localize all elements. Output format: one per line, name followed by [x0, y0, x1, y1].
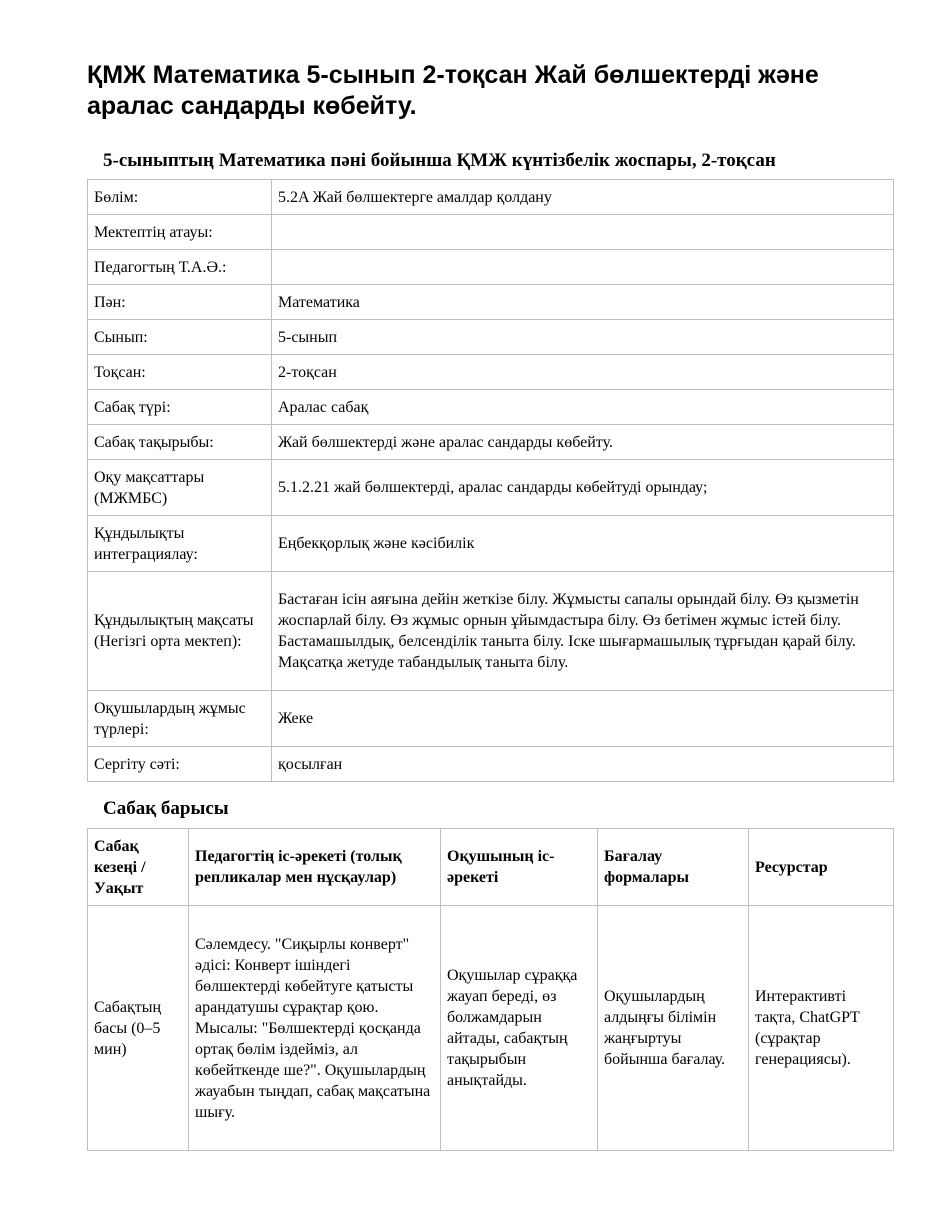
column-header-stage: Сабақ кезеңі / Уақыт: [88, 829, 189, 906]
cell-assessment: Оқушылардың алдыңғы білімін жаңғыртуы бойынша бағалау.: [598, 906, 749, 1151]
table-row: [88, 425, 894, 460]
table-row: [88, 516, 894, 572]
table-row: [88, 460, 894, 516]
table-row: [88, 215, 894, 250]
table-row: [88, 691, 894, 747]
cell-resources: Интерактивті тақта, ChatGPT (сұрақтар генерациясы).: [749, 906, 894, 1151]
table-row: [88, 747, 894, 782]
table-row: [88, 320, 894, 355]
row-value: [272, 215, 894, 250]
row-value: Математика: [272, 285, 894, 320]
column-header-teacher-activity: Педагогтің іс-әрекеті (толық репликалар мен нұсқаулар): [189, 829, 441, 906]
row-value: 5-сынып: [272, 320, 894, 355]
row-value: қосылған: [272, 747, 894, 782]
row-label: Сергіту сәті:: [88, 747, 272, 782]
row-value: [272, 250, 894, 285]
lesson-progress-table: [87, 828, 894, 1151]
row-label: Құндылықтың мақсаты (Негізгі орта мектеп):: [88, 572, 272, 691]
table-row: [88, 390, 894, 425]
table-row: [88, 285, 894, 320]
table-header-row: [88, 829, 894, 906]
row-label: Сабақ тақырыбы:: [88, 425, 272, 460]
cell-stage: Сабақтың басы (0–5 мин): [88, 906, 189, 1151]
table-row: [88, 906, 894, 1151]
table-row: [88, 180, 894, 215]
row-value: Еңбекқорлық және кәсібилік: [272, 516, 894, 572]
row-label: Сынып:: [88, 320, 272, 355]
column-header-student-activity: Оқушының іс-әрекеті: [441, 829, 598, 906]
table-row: [88, 355, 894, 390]
plan-heading: 5-сыныптың Математика пәні бойынша ҚМЖ күнтізбелік жоспары, 2-тоқсан: [103, 150, 776, 171]
row-label: Оқушылардың жұмыс түрлері:: [88, 691, 272, 747]
row-value: Аралас сабақ: [272, 390, 894, 425]
column-header-resources: Ресурстар: [749, 829, 894, 906]
row-value: 5.2A Жай бөлшектерге амалдар қолдану: [272, 180, 894, 215]
row-value: 5.1.2.21 жай бөлшектерді, аралас сандарды көбейтуді орындау;: [272, 460, 894, 516]
row-label: Сабақ түрі:: [88, 390, 272, 425]
row-label: Пән:: [88, 285, 272, 320]
row-label: Мектептің атауы:: [88, 215, 272, 250]
table-row: [88, 250, 894, 285]
row-label: Педагогтың Т.А.Ә.:: [88, 250, 272, 285]
row-label: Бөлім:: [88, 180, 272, 215]
lesson-progress-heading: Сабақ барысы: [103, 798, 229, 819]
column-header-assessment: Бағалау формалары: [598, 829, 749, 906]
row-label: Құндылықты интеграциялау:: [88, 516, 272, 572]
cell-teacher-activity: Сәлемдесу. "Сиқырлы конверт" әдісі: Конверт ішіндегі бөлшектерді көбейтуге қатысты арандатушы сұрақтар қою. Мысалы: "Бөлшектерді қосқанда ортақ бөлім іздейміз, ал көбейткенде ше?". Оқушылардың жауабын тыңдап, сабақ мақсатына шығу.: [189, 906, 441, 1151]
row-label: Тоқсан:: [88, 355, 272, 390]
lesson-info-table: [87, 179, 894, 782]
row-label: Оқу мақсаттары (МЖМБС): [88, 460, 272, 516]
row-value: Жай бөлшектерді және аралас сандарды көбейту.: [272, 425, 894, 460]
cell-student-activity: Оқушылар сұраққа жауап береді, өз болжамдарын айтады, сабақтың тақырыбын анықтайды.: [441, 906, 598, 1151]
row-value: Бастаған ісін аяғына дейін жеткізе білу. Жұмысты сапалы орындай білу. Өз қызметін жоспарлай білу. Өз жұмыс орнын ұйымдастыра білу. Өз бетімен жұмыс істей білу. Бастамашылдық, белсенділік таныта білу. Іске шығармашылық тұрғыдан қарай білу. Мақсатқа жетуде табандылық таныта білу.: [272, 572, 894, 691]
table-row: [88, 572, 894, 691]
row-value: Жеке: [272, 691, 894, 747]
document-title: ҚМЖ Математика 5-сынып 2-тоқсан Жай бөлшектерді және аралас сандарды көбейту.: [87, 61, 819, 120]
row-value: 2-тоқсан: [272, 355, 894, 390]
